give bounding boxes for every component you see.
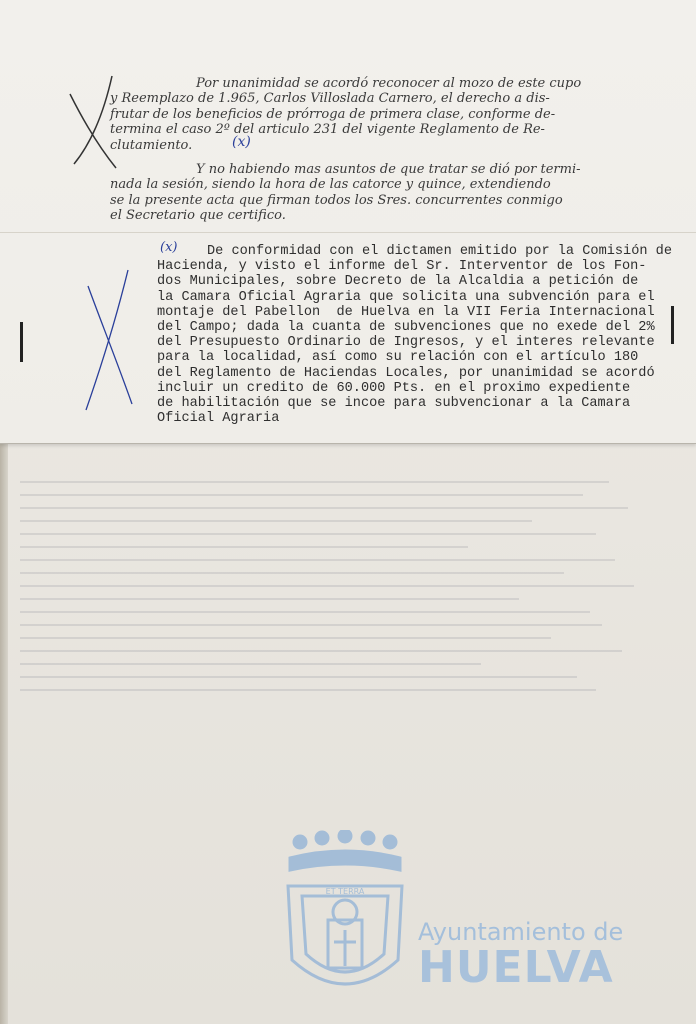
text-line: incluir un credito de 60.000 Pts. en el proximo expediente [157, 380, 631, 396]
huelva-coat-of-arms-watermark [280, 830, 410, 1010]
text-line: el Secretario que certifico. [110, 208, 286, 224]
text-line: del Campo; dada la cuanta de subvenciones que no exede del 2% [157, 320, 655, 336]
cross-mark-2 [78, 264, 138, 414]
slip-fold [0, 232, 696, 233]
text-line: montaje del Pabellon de Huelva en la VII Feria Internacional [157, 304, 655, 320]
handwritten-mark-1: (x) [232, 134, 251, 150]
text-line: Oficial Agraria [157, 411, 280, 427]
watermark-line-2: HUELVA [418, 942, 614, 993]
text-line: para la localidad, así como su relación con el artículo 180 [157, 350, 639, 366]
text-line: clutamiento. [110, 137, 193, 153]
text-line: y Reemplazo de 1.965, Carlos Villoslada Carnero, el derecho a dis- [110, 91, 550, 107]
text-line: nada la sesión, siendo la hora de las catorce y quince, extendiendo [110, 177, 551, 193]
pasted-slip [0, 0, 696, 444]
paragraph-cierre [110, 162, 690, 224]
text-line: la Camara Oficial Agraria que solicita una subvención para el [157, 289, 655, 305]
margin-bar-left [20, 322, 23, 362]
text-line: Hacienda, y visto el informe del Sr. Interventor de los Fon- [157, 259, 647, 275]
text-line: frutar de los beneficios de prórroga de primera clase, conforme de- [110, 106, 556, 122]
handwritten-mark-2: (x) [160, 240, 178, 255]
text-line: De conformidad con el dictamen emitido por la Comisión de [207, 244, 672, 259]
text-line: Por unanimidad se acordó reconocer al mozo de este cupo [196, 76, 582, 91]
bleed-through-text [20, 470, 660, 890]
watermark-line-1: Ayuntamiento de [418, 918, 624, 946]
paragraph-subvencion [157, 244, 687, 426]
text-line: termina el caso 2º del articulo 231 del vigente Reglamento de Re- [110, 122, 545, 138]
text-line: dos Municipales, sobre Decreto de la Alcaldia a petición de [157, 274, 639, 290]
paragraph-prorroga [110, 76, 680, 153]
seal-motto: ET TERRA [325, 887, 365, 896]
text-line: de habilitación que se incoe para subvencionar a la Camara [157, 396, 631, 412]
text-line: Y no habiendo mas asuntos de que tratar se dió por termi- [196, 162, 581, 177]
text-line: del Presupuesto Ordinario de Ingresos, y el interes relevante [157, 335, 655, 351]
text-line: del Reglamento de Haciendas Locales, por unanimidad se acordó [157, 365, 655, 381]
text-line: se la presente acta que firman todos los Sres. concurrentes conmigo [110, 192, 563, 208]
